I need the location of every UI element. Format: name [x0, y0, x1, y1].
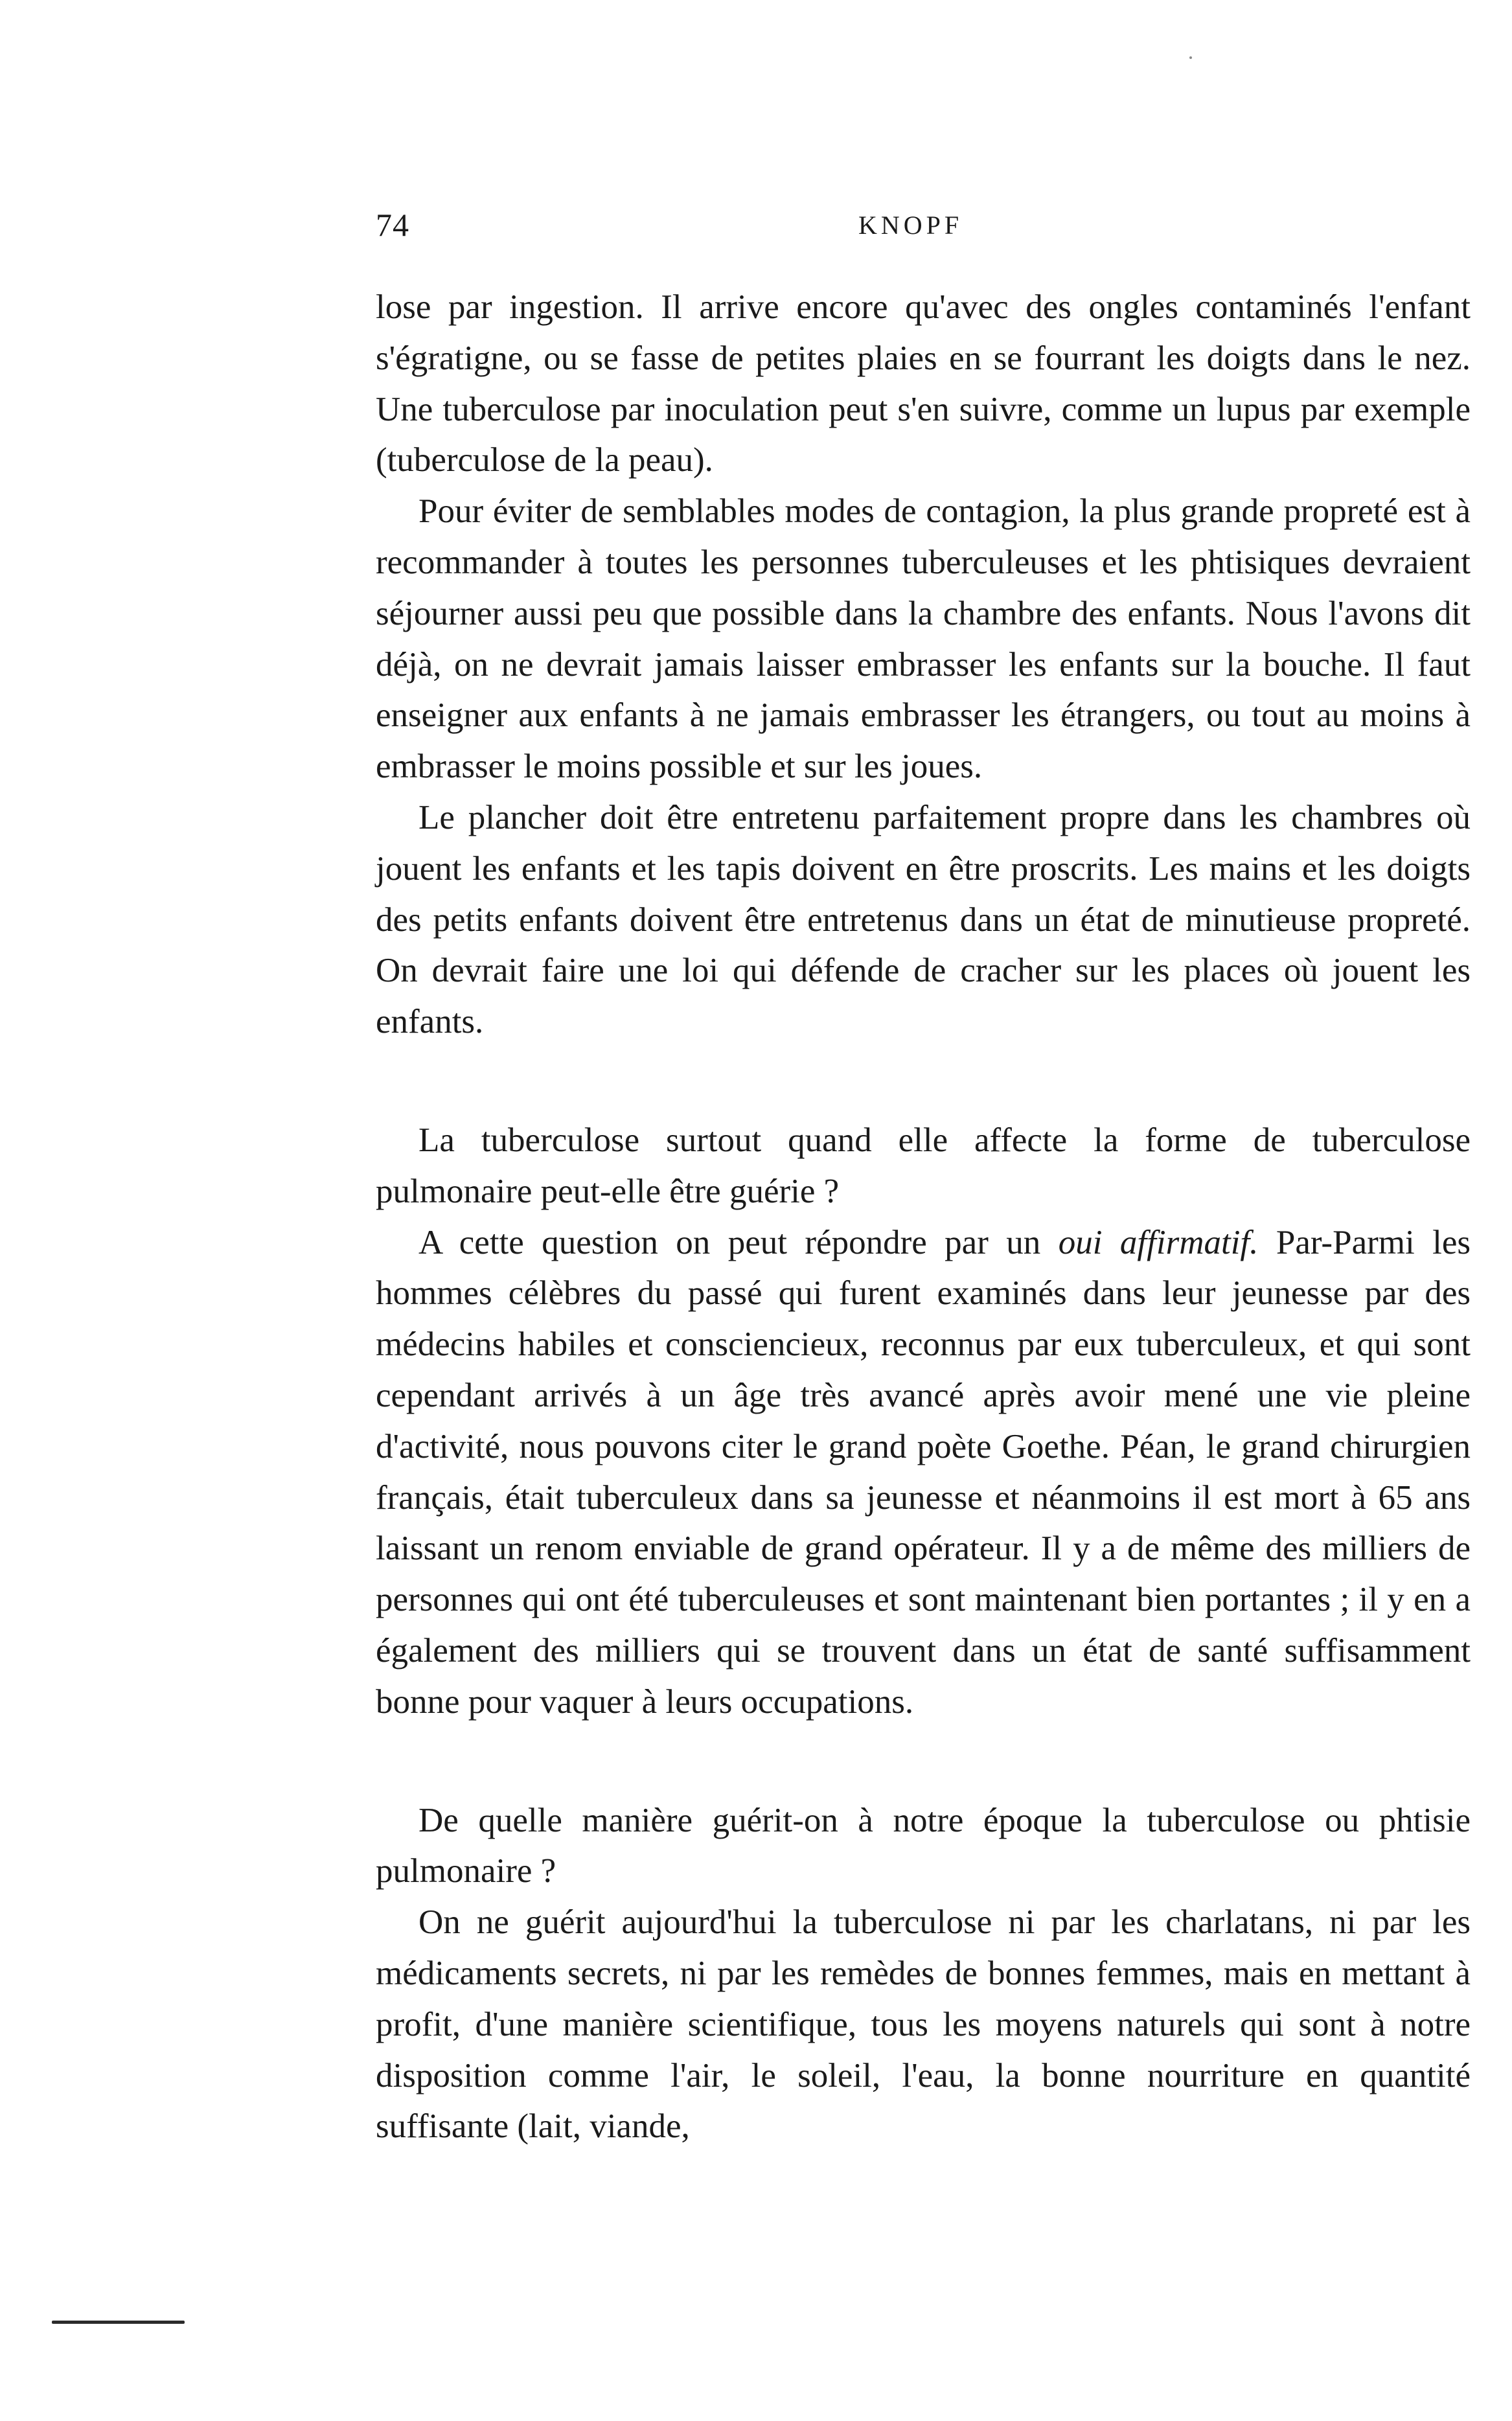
answer-tail: Par- — [1276, 1223, 1333, 1261]
body-text — [376, 282, 1471, 2152]
question-method: De quelle manière guérit-on à notre époque la tuberculose ou phtisie pulmonaire ? — [376, 1801, 1471, 1890]
answer-lead: A cette question on peut répondre par un — [418, 1223, 1041, 1261]
footer-rule — [52, 2321, 185, 2324]
running-head: KNOPF — [858, 211, 963, 240]
paragraph-continuation: lose par ingestion. Il arrive encore qu'avec des ongles contaminés l'enfant s'égratigne, ou se fasse de petites plaies en se fourrant les doigts dans le nez. Une tuberculose par inoculation peut s'en suivre, comme un lupus par exemple (tuberculose de la peau). — [376, 288, 1471, 479]
paragraph-treatment: On ne guérit aujourd'hui la tuberculose ni par les charlatans, ni par les médicaments secrets, ni par les remèdes de bonnes femmes, mais en mettant à profit, d'une manière scientifique, tous les moyens naturels qui sont à notre disposition comme l'air, le soleil, l'eau, la bonne nourriture en quantité suffisante (lait, viande, — [376, 1903, 1471, 2146]
scan-speck — [1189, 56, 1192, 59]
paragraph-cleanliness: Le plancher doit être entretenu parfaitement propre dans les chambres où jouent les enfants et les tapis doivent en être proscrits. Les mains et les doigts des petits enfants doivent être entretenus dans un état de minutieuse propreté. On devrait faire une loi qui défende de cracher sur les places où jouent les enfants. — [376, 798, 1471, 1041]
answer-emphasis: oui affirmatif. — [1058, 1223, 1259, 1261]
paragraph-answer — [376, 1217, 1471, 1728]
paragraph-contagion: Pour éviter de semblables modes de contagion, la plus grande propreté est à recommander à toutes les personnes tuberculeuses et les phtisiques devraient séjourner aussi peu que possible dans la chambre des enfants. Nous l'avons dit déjà, on ne devrait jamais laisser embrasser les enfants sur la bouche. Il faut enseigner aux enfants à ne jamais embrasser les étrangers, ou tout au moins à embrasser le moins possible et sur les joues. — [376, 492, 1471, 786]
question-curable: La tuberculose surtout quand elle affecte la forme de tuberculose pulmonaire peut-elle être guérie ? — [376, 1121, 1471, 1210]
page-number: 74 — [376, 207, 409, 243]
page-header — [376, 206, 1471, 245]
paragraph-famous-examples: Parmi les hommes célèbres du passé qui furent examinés dans leur jeunesse par des médecins habiles et consciencieux, reconnus par eux tuberculeux, et qui sont cependant arrivés à un âge très avancé après avoir mené une vie pleine d'activité, nous pouvons citer le grand poète Goethe. Péan, le grand chirurgien français, était tuberculeux dans sa jeunesse et néanmoins il est mort à 65 ans laissant un renom enviable de grand opérateur. Il y a de même des milliers de personnes qui ont été tuberculeuses et sont maintenant bien portantes ; il y en a également des milliers qui se trouvent dans un état de santé suffisamment bonne pour vaquer à leurs occupations. — [376, 1223, 1471, 1721]
